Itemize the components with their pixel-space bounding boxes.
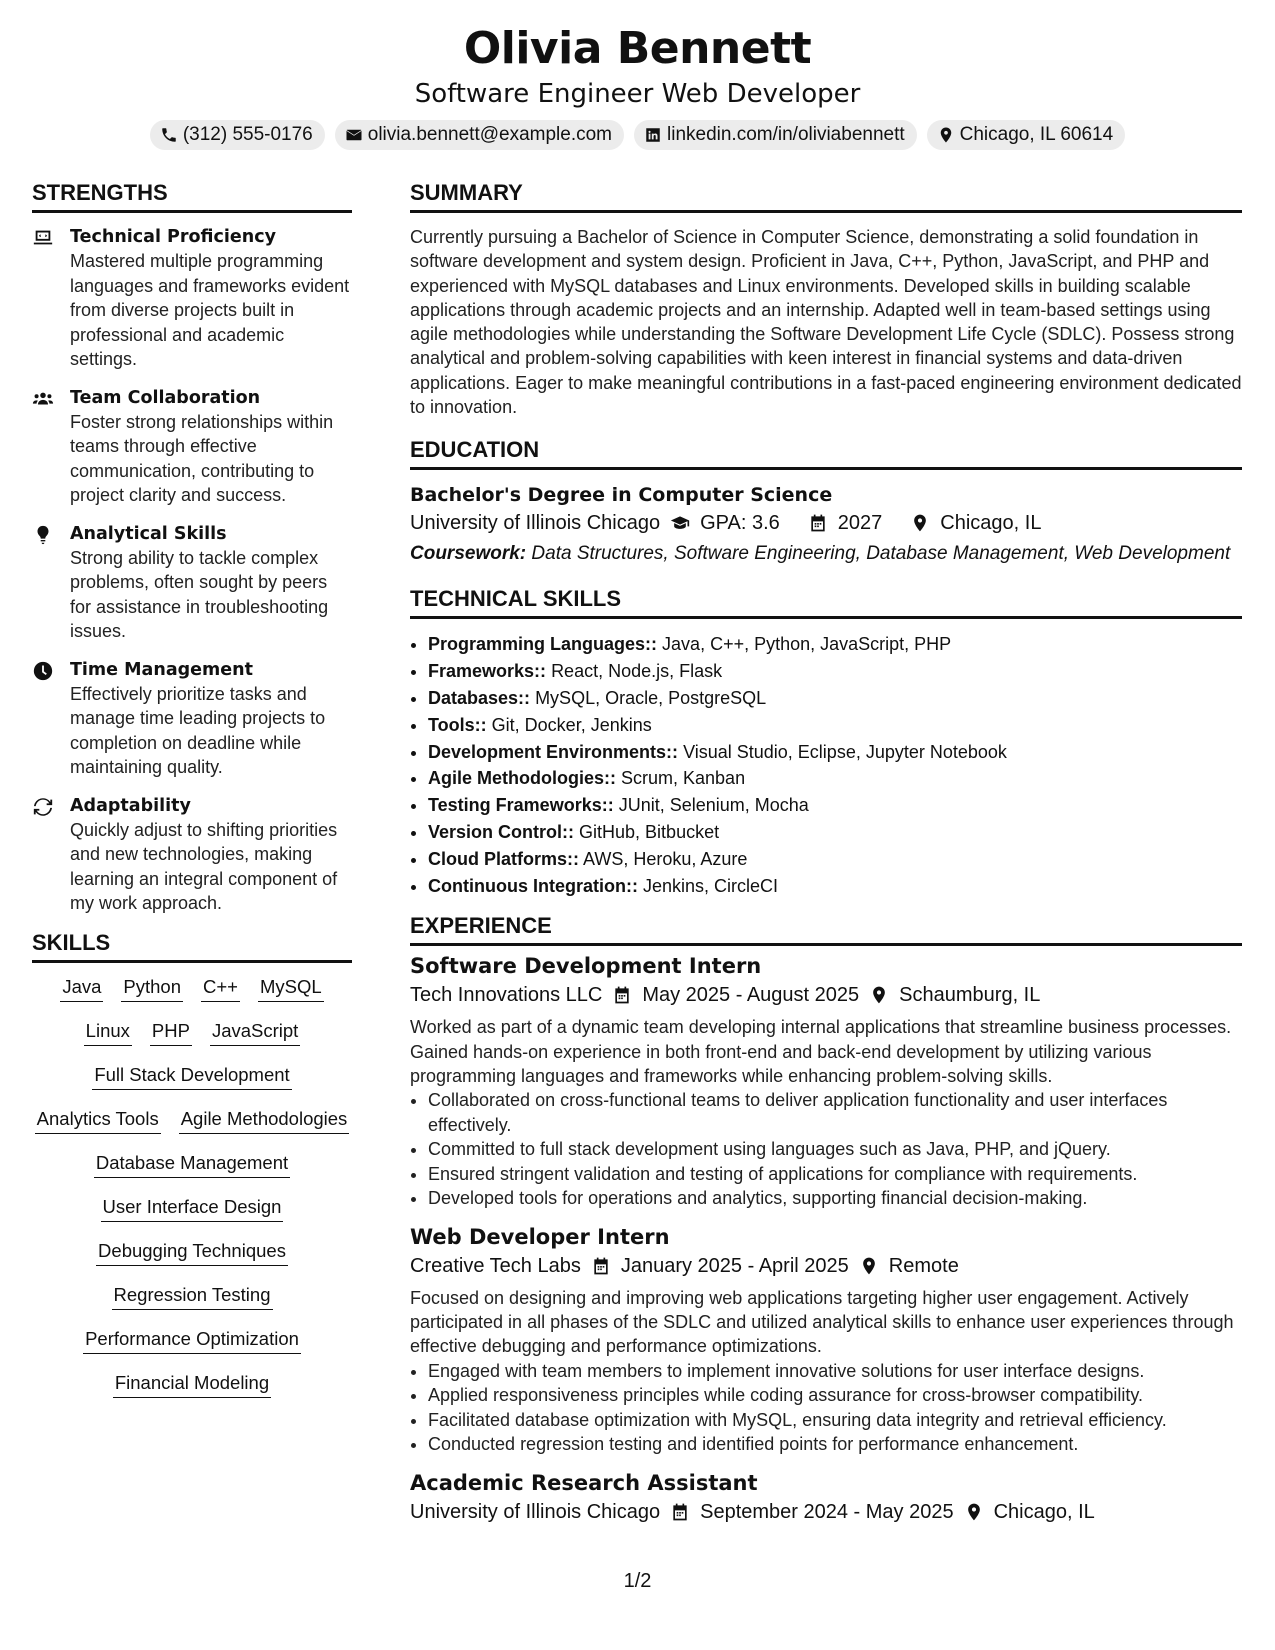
- job-meta: [410, 1497, 1242, 1527]
- strengths-heading: STRENGTHS: [32, 180, 352, 213]
- list-item: [428, 873, 1242, 900]
- list-item: [428, 819, 1242, 846]
- contact-phone[interactable]: [150, 120, 325, 150]
- candidate-name: Olivia Bennett: [463, 23, 812, 74]
- job-title: Academic Research Assistant: [410, 1470, 758, 1495]
- strength-item: [32, 522, 352, 644]
- skill-tag: Java: [60, 975, 103, 1002]
- company-name: Creative Tech Labs: [410, 1254, 581, 1277]
- coursework-label: Coursework:: [410, 543, 527, 565]
- calendar-icon: [670, 1502, 690, 1522]
- strength-item: [32, 658, 352, 780]
- skill-category: Agile Methodologies::: [428, 768, 616, 789]
- skill-tag: JavaScript: [210, 1019, 300, 1046]
- calendar-icon: [808, 513, 828, 533]
- list-item: [428, 846, 1242, 873]
- skill-values: AWS, Heroku, Azure: [583, 848, 748, 869]
- contact-email[interactable]: [335, 120, 624, 150]
- strength-desc: Foster strong relationships within teams through effective communication, contributing to project clarity and success.: [70, 411, 334, 505]
- linkedin-text: linkedin.com/in/oliviabennett: [667, 124, 905, 145]
- list-item: • Committed to full stack development using languages such as Java, PHP, and jQuery.: [428, 1137, 1242, 1162]
- strength-title: Time Management: [70, 659, 253, 680]
- skill-tag: Analytics Tools: [35, 1107, 161, 1134]
- skill-category: Testing Frameworks::: [428, 795, 614, 816]
- list-item: • Ensured stringent validation and testing of applications for compliance with requirements.: [428, 1162, 1242, 1187]
- skill-tag: MySQL: [258, 975, 324, 1002]
- job-entry: [410, 1469, 1242, 1527]
- company-name: Tech Innovations LLC: [410, 984, 603, 1007]
- experience-heading: EXPERIENCE: [410, 913, 1242, 946]
- map-pin-icon: [859, 1256, 879, 1276]
- job-dates: May 2025 - August 2025: [642, 984, 860, 1007]
- strength-item: [32, 225, 352, 372]
- list-item: • Conducted regression testing and identified points for performance enhancement.: [428, 1432, 1242, 1457]
- job-meta: [410, 980, 1242, 1010]
- job-entry: [410, 1223, 1242, 1457]
- list-item: [428, 792, 1242, 819]
- skill-category: Frameworks::: [428, 661, 547, 682]
- skill-tag: Financial Modeling: [113, 1371, 271, 1398]
- company-name: University of Illinois Chicago: [410, 1500, 661, 1523]
- job-meta: [410, 1251, 1242, 1281]
- skill-tag: Performance Optimization: [83, 1327, 301, 1354]
- sync-icon: [32, 796, 54, 818]
- list-item: • Collaborated on cross-functional teams to deliver application functionality and user interfaces effectively.: [428, 1088, 1242, 1137]
- calendar-icon: [612, 985, 632, 1005]
- job-location: Remote: [888, 1254, 959, 1277]
- phone-icon: [160, 126, 178, 144]
- contact-linkedin[interactable]: [634, 120, 917, 150]
- skill-tag: User Interface Design: [101, 1195, 284, 1222]
- skill-values: Java, C++, Python, JavaScript, PHP: [662, 634, 952, 655]
- linkedin-icon: [644, 126, 662, 144]
- skill-category: Cloud Platforms::: [428, 848, 579, 869]
- strength-item: [32, 794, 352, 916]
- strength-title: Technical Proficiency: [70, 227, 276, 247]
- job-bullets: [410, 1359, 1242, 1457]
- skill-category: Tools::: [428, 714, 487, 735]
- email-text: olivia.bennett@example.com: [367, 124, 612, 145]
- skill-tag: Database Management: [94, 1151, 290, 1178]
- technical-skills-list: [410, 631, 1242, 899]
- contact-location: [927, 120, 1126, 150]
- job-dates: January 2025 - April 2025: [620, 1254, 849, 1277]
- location-text: Chicago, IL 60614: [959, 124, 1114, 145]
- strength-item: [32, 386, 352, 508]
- map-pin-icon: [910, 513, 930, 533]
- skill-category: Development Environments::: [428, 741, 679, 762]
- strength-title: Adaptability: [70, 795, 191, 816]
- job-description: Focused on designing and improving web applications targeting higher user engagement. Actively participated in all phases of the SDLC and utilized analytical skills to enhance user experiences through effective debugging and performance optimizations.: [410, 1287, 1234, 1357]
- skill-values: Visual Studio, Eclipse, Jupyter Notebook: [683, 741, 1007, 762]
- education-heading: EDUCATION: [410, 437, 1242, 470]
- coursework-list: Data Structures, Software Engineering, Database Management, Web Development: [531, 543, 1231, 565]
- skill-values: Scrum, Kanban: [621, 768, 746, 789]
- skill-category: Programming Languages::: [428, 634, 658, 655]
- list-item: • Applied responsiveness principles while coding assurance for cross-browser compatibility.: [428, 1383, 1242, 1408]
- list-item: [428, 765, 1242, 792]
- strength-desc: Effectively prioritize tasks and manage time leading projects to completion on deadline while maintaining quality.: [70, 683, 326, 777]
- education-meta: [410, 508, 1242, 538]
- laptop-code-icon: [32, 227, 54, 249]
- strength-title: Analytical Skills: [70, 523, 227, 544]
- skill-values: JUnit, Selenium, Mocha: [618, 795, 809, 816]
- skill-values: Git, Docker, Jenkins: [491, 714, 652, 735]
- school-name: University of Illinois Chicago: [410, 512, 661, 535]
- skill-tag: Debugging Techniques: [96, 1239, 288, 1266]
- skill-tag: Agile Methodologies: [179, 1107, 350, 1134]
- list-item: [428, 712, 1242, 739]
- job-description: Worked as part of a dynamic team developing internal applications that streamline business processes. Gained hands-on experience in both front-end and back-end development by utilizing various programming languages and frameworks while enhancing problem-solving skills.: [410, 1017, 1232, 1086]
- strength-title: Team Collaboration: [70, 387, 261, 408]
- skill-values: React, Node.js, Flask: [551, 661, 723, 682]
- skills-tag-list: [32, 975, 352, 1398]
- job-location: Chicago, IL: [993, 1500, 1095, 1523]
- skill-values: Jenkins, CircleCI: [642, 875, 779, 896]
- skill-tag: PHP: [150, 1019, 192, 1046]
- skill-values: GitHub, Bitbucket: [579, 821, 720, 842]
- skill-tag: C++: [201, 975, 240, 1002]
- map-pin-icon: [937, 126, 955, 144]
- skill-tag: Full Stack Development: [92, 1063, 291, 1090]
- skill-tag: Linux: [84, 1019, 132, 1046]
- skill-tag: Python: [121, 975, 183, 1002]
- summary-heading: SUMMARY: [410, 180, 1242, 213]
- candidate-title: Software Engineer Web Developer: [414, 79, 861, 109]
- phone-text: (312) 555-0176: [182, 124, 313, 145]
- left-column: [32, 180, 352, 1398]
- job-title: Software Development Intern: [410, 954, 762, 979]
- strength-desc: Strong ability to tackle complex problems, often sought by peers for assistance in troubleshooting issues.: [70, 547, 329, 641]
- map-pin-icon: [869, 985, 889, 1005]
- skill-tag: Regression Testing: [112, 1283, 273, 1310]
- grad-year: 2027: [837, 512, 883, 535]
- lightbulb-icon: [32, 524, 54, 546]
- list-item: • Engaged with team members to implement innovative solutions for user interface designs.: [428, 1359, 1242, 1384]
- skills-heading: SKILLS: [32, 930, 352, 963]
- technical-skills-heading: TECHNICAL SKILLS: [410, 586, 1242, 619]
- summary-text: Currently pursuing a Bachelor of Science in Computer Science, demonstrating a solid foundation in software development and system design. Proficient in Java, C++, Python, JavaScript, and PHP and experienced with MySQL databases and Linux environments. Developed skills in building scalable applications through academic projects and an internship. Adapted well in team-based settings using agile methodologies while understanding the Software Development Life Cycle (SDLC). Possess strong analytical and problem-solving capabilities with keen interest in financial systems and data-driven applications. Eager to make meaningful contributions in a fast-paced engineering environment dedicated to innovation.: [410, 227, 1242, 418]
- contact-bar: [0, 120, 1275, 150]
- list-item: • Facilitated database optimization with MySQL, ensuring data integrity and retrieval efficiency.: [428, 1408, 1242, 1433]
- list-item: [428, 631, 1242, 658]
- degree-title: Bachelor's Degree in Computer Science: [410, 484, 833, 507]
- list-item: • Developed tools for operations and analytics, supporting financial decision-making.: [428, 1186, 1242, 1211]
- right-column: [410, 180, 1242, 1527]
- strength-desc: Quickly adjust to shifting priorities and new technologies, making learning an integral component of my work approach.: [70, 819, 338, 913]
- list-item: [428, 685, 1242, 712]
- list-item: [428, 658, 1242, 685]
- graduation-cap-icon: [670, 513, 690, 533]
- gpa-text: GPA: 3.6: [700, 512, 780, 535]
- map-pin-icon: [964, 1502, 984, 1522]
- calendar-icon: [591, 1256, 611, 1276]
- skill-category: Databases::: [428, 687, 531, 708]
- skill-category: Continuous Integration::: [428, 875, 638, 896]
- skill-values: MySQL, Oracle, PostgreSQL: [535, 687, 767, 708]
- clock-icon: [32, 660, 54, 682]
- resume-header: [0, 22, 1275, 150]
- school-location: Chicago, IL: [940, 512, 1042, 535]
- strength-desc: Mastered multiple programming languages and frameworks evident from diverse projects built in professional and academic settings.: [70, 251, 350, 369]
- job-bullets: [410, 1088, 1242, 1211]
- job-location: Schaumburg, IL: [899, 984, 1041, 1007]
- users-icon: [32, 388, 54, 410]
- list-item: [428, 739, 1242, 766]
- coursework: [410, 542, 1242, 566]
- skill-category: Version Control::: [428, 821, 575, 842]
- envelope-icon: [345, 126, 363, 144]
- job-dates: September 2024 - May 2025: [700, 1500, 954, 1523]
- page-number: 1/2: [623, 1570, 652, 1592]
- job-title: Web Developer Intern: [410, 1224, 670, 1249]
- job-entry: [410, 952, 1242, 1210]
